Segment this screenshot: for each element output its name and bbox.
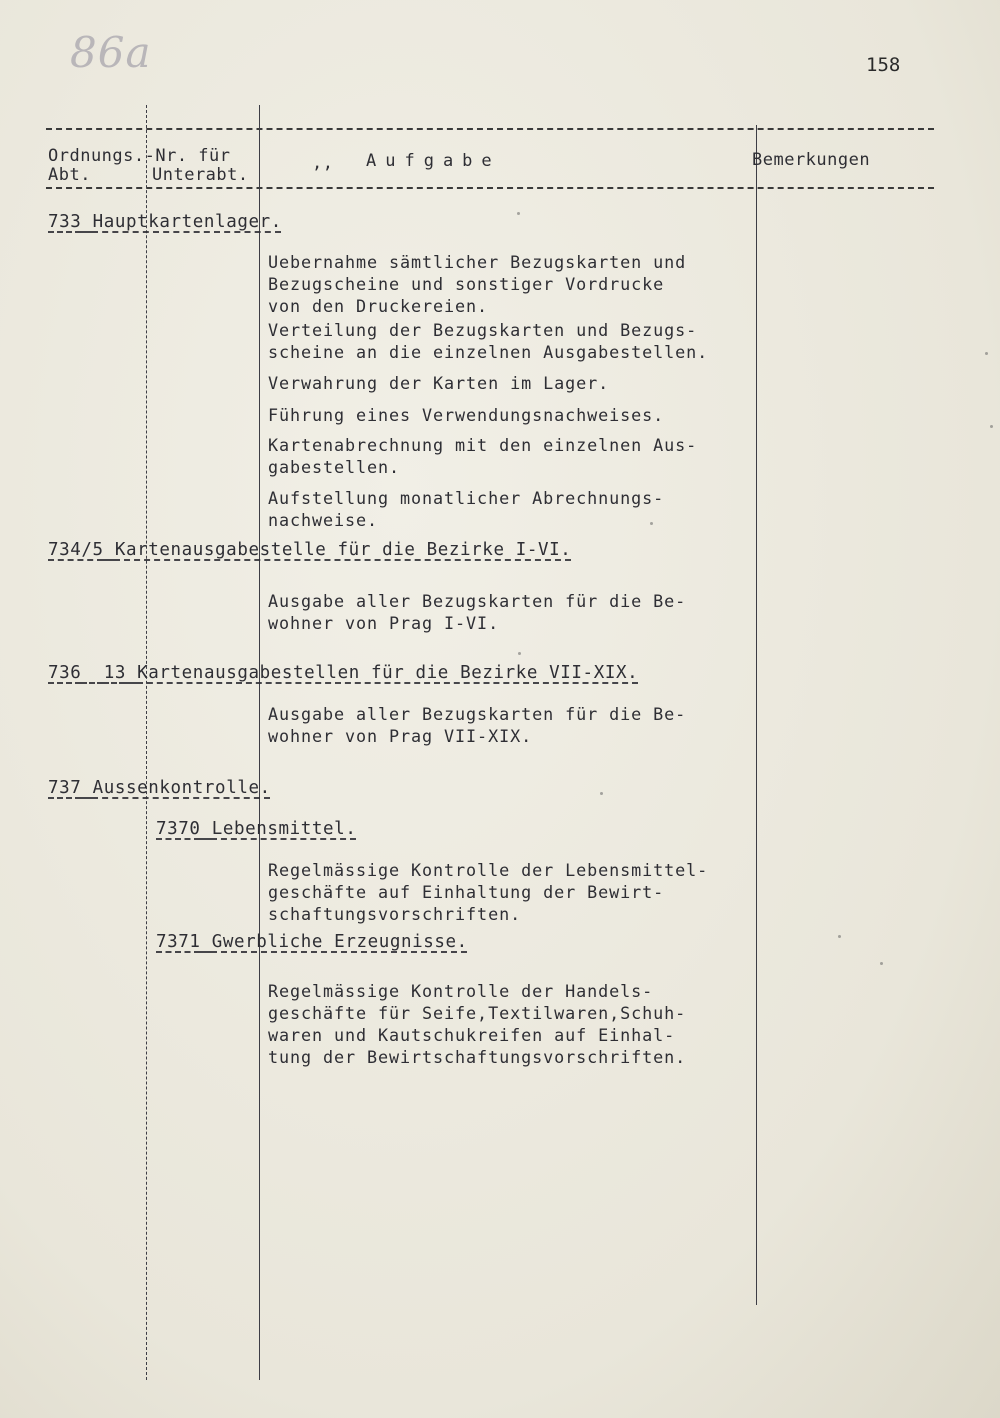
- header-unterabt: Unterabt.: [152, 165, 249, 185]
- entry-code: 734/5: [48, 540, 104, 560]
- paper-speck: [838, 935, 841, 938]
- task-733-1: Uebernahme sämtlicher Bezugskarten und Bezugscheine und sonstiger Vordrucke von den Druckereien.: [268, 252, 687, 316]
- column-divider-bemerkungen: [756, 125, 757, 1305]
- entry-736: [48, 663, 638, 683]
- task-7370: Regelmässige Kontrolle der Lebensmittel- geschäfte auf Einhaltung der Bewirt- schaftungsvorschriften.: [268, 860, 709, 924]
- entry-737: [48, 778, 271, 798]
- page-number: 158: [866, 54, 901, 76]
- task-733-6: Aufstellung monatlicher Abrechnungs- nachweise.: [268, 488, 665, 530]
- task-736: Ausgabe aller Bezugskarten für die Be- wohner von Prag VII-XIX.: [268, 704, 687, 746]
- task-733-3: Verwahrung der Karten im Lager.: [268, 373, 610, 393]
- entry-code: 7371: [156, 932, 201, 952]
- column-divider-abt: [146, 105, 147, 1380]
- entry-title: Hauptkartenlager.: [92, 212, 282, 232]
- entry-code: 737: [48, 778, 82, 798]
- header-tick-marks: ,,: [312, 153, 334, 173]
- task-7371: Regelmässige Kontrolle der Handels- geschäfte für Seife,Textilwaren,Schuh- waren und Kautschukreifen auf Einhal- tung der Bewirtschaftungsvorschriften.: [268, 981, 687, 1067]
- paper-speck: [880, 962, 883, 965]
- entry-733: [48, 212, 282, 232]
- archive-mark: 86a: [70, 28, 152, 77]
- entry-title: Kartenausgabestellen für die Bezirke VII-XIX.: [137, 663, 639, 683]
- entry-title: Aussenkontrolle.: [92, 778, 271, 798]
- entry-count: 13: [103, 663, 126, 683]
- header-aufgabe: Aufgabe: [366, 151, 501, 171]
- entry-7370: [156, 819, 356, 839]
- entry-title: Lebensmittel.: [211, 819, 357, 839]
- entry-title: Gwerbliche Erzeugnisse.: [211, 932, 468, 952]
- entry-title: Kartenausgabestelle für die Bezirke I-VI.: [114, 540, 572, 560]
- task-733-5: Kartenabrechnung mit den einzelnen Aus- gabestellen.: [268, 435, 698, 477]
- column-divider-unterabt: [259, 105, 260, 1380]
- task-734-5: Ausgabe aller Bezugskarten für die Be- wohner von Prag I-VI.: [268, 591, 687, 633]
- entry-734-5: [48, 540, 571, 560]
- paper-speck: [517, 212, 520, 215]
- entry-7371: [156, 932, 468, 952]
- header-ordnungs-nr: Ordnungs.-Nr. für: [48, 146, 231, 166]
- paper-speck: [985, 352, 988, 355]
- paper-speck: [650, 522, 653, 525]
- header-bemerkungen: Bemerkungen: [752, 150, 871, 170]
- paper-speck: [600, 792, 603, 795]
- header-bottom-rule: [46, 187, 934, 189]
- paper-speck: [990, 425, 993, 428]
- entry-code: 7370: [156, 819, 201, 839]
- entry-code: 733: [48, 212, 82, 232]
- entry-code: 736: [48, 663, 82, 683]
- header-abt: Abt.: [48, 165, 91, 185]
- task-733-4: Führung eines Verwendungsnachweises.: [268, 405, 665, 425]
- task-733-2: Verteilung der Bezugskarten und Bezugs- scheine an die einzelnen Ausgabestellen.: [268, 320, 709, 362]
- paper-speck: [518, 652, 521, 655]
- header-top-rule: [46, 128, 934, 130]
